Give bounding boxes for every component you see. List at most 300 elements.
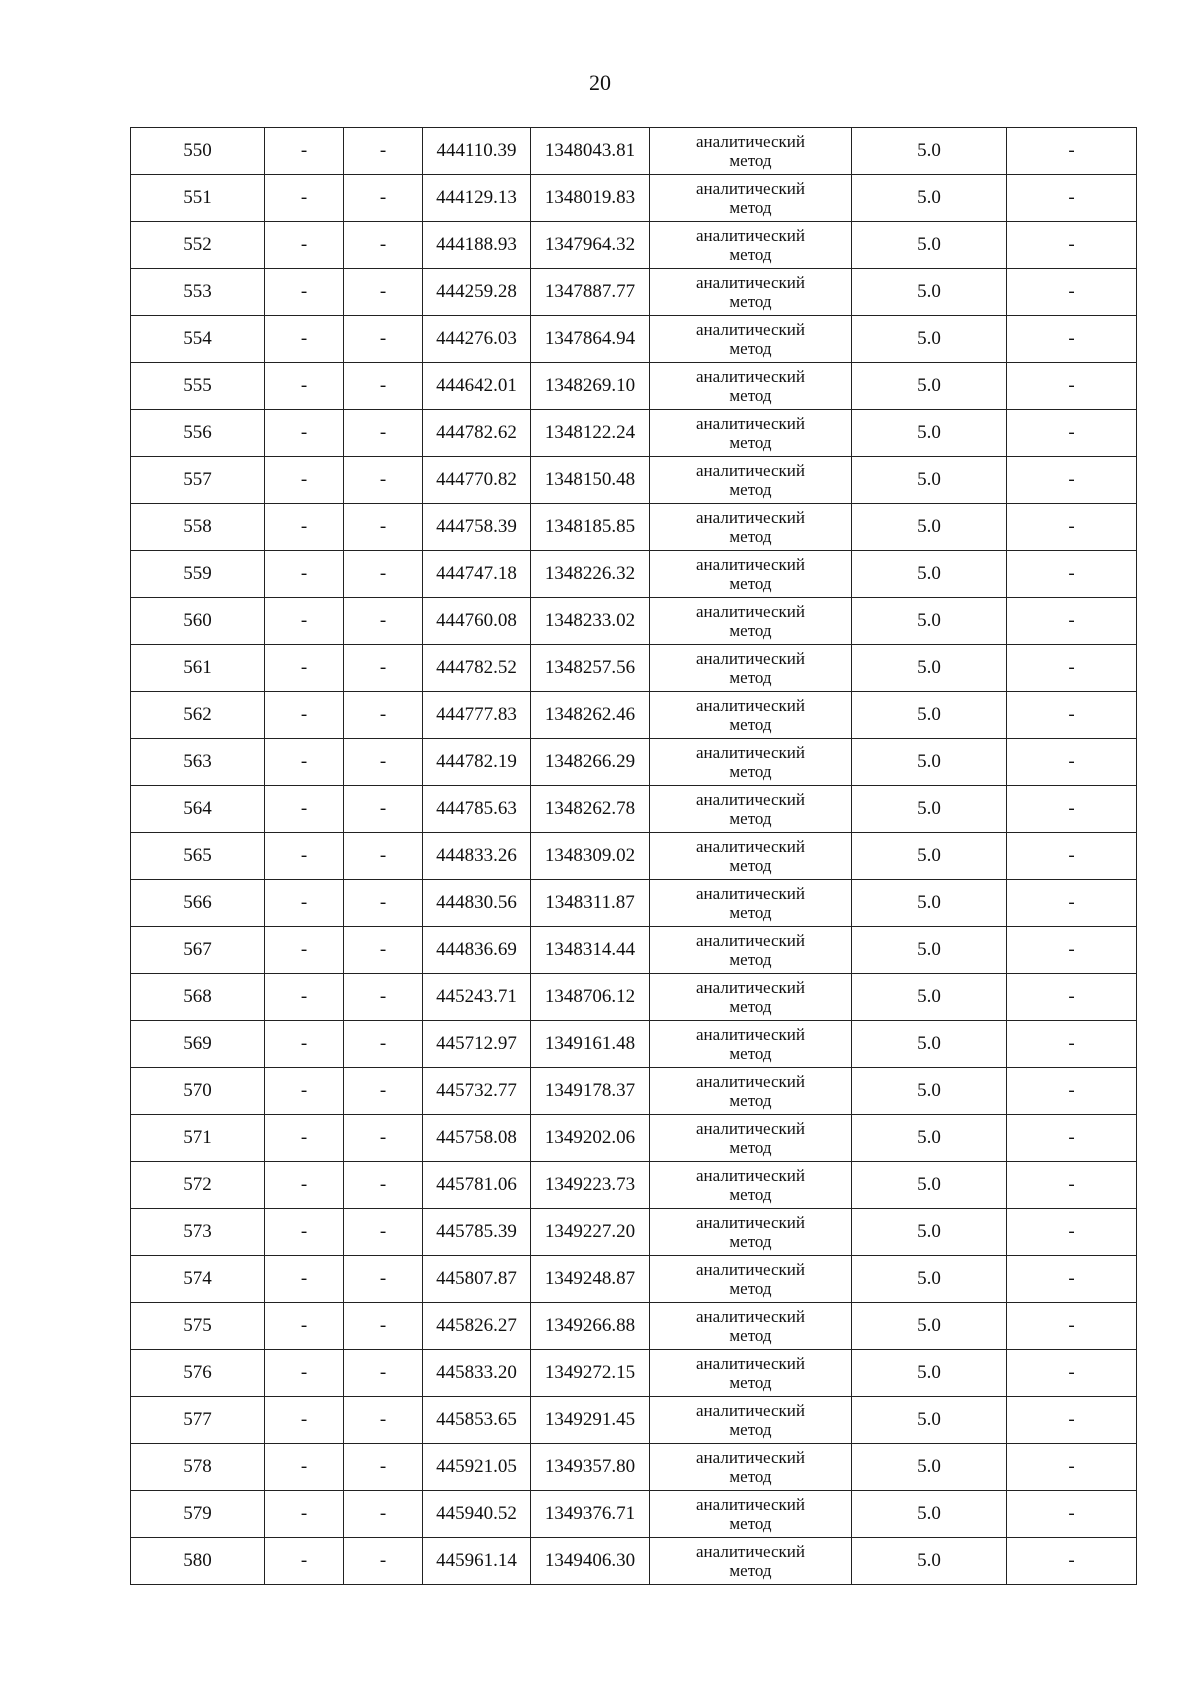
col-3-cell: - [344,1209,423,1256]
method-line-1: аналитический [696,931,805,950]
method-line-1: аналитический [696,226,805,245]
col-3-cell: - [344,974,423,1021]
col-3-cell: - [344,786,423,833]
y-coordinate-cell: 1348043.81 [531,128,650,175]
y-coordinate-cell: 1347887.77 [531,269,650,316]
x-coordinate-cell: 444747.18 [423,551,531,598]
col-3-cell: - [344,598,423,645]
col-3-cell: - [344,927,423,974]
value-cell: 5.0 [852,504,1007,551]
col-3-cell: - [344,1397,423,1444]
point-number-cell: 562 [131,692,265,739]
y-coordinate-cell: 1348269.10 [531,363,650,410]
value-cell: 5.0 [852,739,1007,786]
col-2-cell: - [265,1491,344,1538]
x-coordinate-cell: 445921.05 [423,1444,531,1491]
method-line-1: аналитический [696,743,805,762]
x-coordinate-cell: 444276.03 [423,316,531,363]
table-row [131,1162,1137,1209]
y-coordinate-cell: 1348262.78 [531,786,650,833]
col-8-cell: - [1007,692,1137,739]
method-line-1: аналитический [696,1213,805,1232]
col-3-cell: - [344,457,423,504]
point-number-cell: 574 [131,1256,265,1303]
table-row [131,504,1137,551]
y-coordinate-cell: 1349357.80 [531,1444,650,1491]
col-3-cell: - [344,1162,423,1209]
method-cell [650,1115,852,1162]
table-row [131,316,1137,363]
x-coordinate-cell: 445940.52 [423,1491,531,1538]
table-row [131,974,1137,1021]
x-coordinate-cell: 445243.71 [423,974,531,1021]
x-coordinate-cell: 445781.06 [423,1162,531,1209]
col-3-cell: - [344,1350,423,1397]
col-2-cell: - [265,1397,344,1444]
table-row [131,739,1137,786]
table-row [131,1444,1137,1491]
col-8-cell: - [1007,1209,1137,1256]
table-row [131,551,1137,598]
method-cell [650,269,852,316]
y-coordinate-cell: 1348019.83 [531,175,650,222]
method-line-1: аналитический [696,1495,805,1514]
method-cell [650,175,852,222]
method-cell [650,1209,852,1256]
col-2-cell: - [265,739,344,786]
col-3-cell: - [344,692,423,739]
col-2-cell: - [265,1021,344,1068]
col-8-cell: - [1007,175,1137,222]
col-8-cell: - [1007,739,1137,786]
method-line-2: метод [729,997,772,1016]
x-coordinate-cell: 445732.77 [423,1068,531,1115]
method-line-2: метод [729,762,772,781]
coordinates-table [130,127,1137,1585]
method-line-1: аналитический [696,884,805,903]
col-3-cell: - [344,551,423,598]
x-coordinate-cell: 445833.20 [423,1350,531,1397]
col-8-cell: - [1007,1397,1137,1444]
col-8-cell: - [1007,786,1137,833]
value-cell: 5.0 [852,1397,1007,1444]
x-coordinate-cell: 444758.39 [423,504,531,551]
value-cell: 5.0 [852,1115,1007,1162]
value-cell: 5.0 [852,1444,1007,1491]
method-line-1: аналитический [696,978,805,997]
table-row [131,1021,1137,1068]
x-coordinate-cell: 444830.56 [423,880,531,927]
value-cell: 5.0 [852,457,1007,504]
point-number-cell: 580 [131,1538,265,1585]
method-cell [650,504,852,551]
col-8-cell: - [1007,645,1137,692]
col-8-cell: - [1007,1538,1137,1585]
x-coordinate-cell: 444110.39 [423,128,531,175]
col-2-cell: - [265,316,344,363]
method-line-2: метод [729,668,772,687]
value-cell: 5.0 [852,316,1007,363]
method-line-1: аналитический [696,649,805,668]
method-line-2: метод [729,715,772,734]
table-row [131,786,1137,833]
table-row [131,927,1137,974]
method-line-2: метод [729,1561,772,1580]
table-row [131,1068,1137,1115]
x-coordinate-cell: 444770.82 [423,457,531,504]
method-line-2: метод [729,480,772,499]
method-line-2: метод [729,809,772,828]
x-coordinate-cell: 444782.52 [423,645,531,692]
table-row [131,645,1137,692]
method-line-2: метод [729,527,772,546]
col-3-cell: - [344,363,423,410]
method-cell [650,1444,852,1491]
point-number-cell: 573 [131,1209,265,1256]
col-3-cell: - [344,222,423,269]
col-8-cell: - [1007,1021,1137,1068]
method-line-2: метод [729,621,772,640]
method-line-1: аналитический [696,132,805,151]
method-cell [650,1162,852,1209]
table-row [131,833,1137,880]
point-number-cell: 571 [131,1115,265,1162]
col-8-cell: - [1007,128,1137,175]
y-coordinate-cell: 1348706.12 [531,974,650,1021]
point-number-cell: 576 [131,1350,265,1397]
value-cell: 5.0 [852,222,1007,269]
point-number-cell: 555 [131,363,265,410]
col-2-cell: - [265,363,344,410]
method-cell [650,1491,852,1538]
y-coordinate-cell: 1348185.85 [531,504,650,551]
col-3-cell: - [344,410,423,457]
method-line-2: метод [729,1467,772,1486]
col-8-cell: - [1007,1256,1137,1303]
method-line-1: аналитический [696,555,805,574]
point-number-cell: 577 [131,1397,265,1444]
y-coordinate-cell: 1349266.88 [531,1303,650,1350]
value-cell: 5.0 [852,551,1007,598]
point-number-cell: 567 [131,927,265,974]
col-2-cell: - [265,1444,344,1491]
col-2-cell: - [265,1538,344,1585]
col-8-cell: - [1007,1303,1137,1350]
y-coordinate-cell: 1348311.87 [531,880,650,927]
col-8-cell: - [1007,269,1137,316]
point-number-cell: 572 [131,1162,265,1209]
x-coordinate-cell: 444188.93 [423,222,531,269]
method-line-2: метод [729,1138,772,1157]
value-cell: 5.0 [852,598,1007,645]
method-line-2: метод [729,856,772,875]
col-8-cell: - [1007,222,1137,269]
table-row [131,222,1137,269]
method-line-1: аналитический [696,1401,805,1420]
col-2-cell: - [265,128,344,175]
x-coordinate-cell: 445853.65 [423,1397,531,1444]
table-row [131,1303,1137,1350]
point-number-cell: 570 [131,1068,265,1115]
col-2-cell: - [265,222,344,269]
y-coordinate-cell: 1349223.73 [531,1162,650,1209]
y-coordinate-cell: 1348150.48 [531,457,650,504]
method-line-2: метод [729,1185,772,1204]
method-cell [650,1021,852,1068]
y-coordinate-cell: 1348257.56 [531,645,650,692]
col-2-cell: - [265,786,344,833]
method-cell [650,739,852,786]
col-3-cell: - [344,128,423,175]
value-cell: 5.0 [852,1538,1007,1585]
value-cell: 5.0 [852,1068,1007,1115]
value-cell: 5.0 [852,786,1007,833]
table-row [131,1538,1137,1585]
point-number-cell: 553 [131,269,265,316]
point-number-cell: 554 [131,316,265,363]
method-cell [650,363,852,410]
method-line-1: аналитический [696,1542,805,1561]
x-coordinate-cell: 444785.63 [423,786,531,833]
x-coordinate-cell: 444833.26 [423,833,531,880]
col-3-cell: - [344,504,423,551]
y-coordinate-cell: 1349406.30 [531,1538,650,1585]
point-number-cell: 564 [131,786,265,833]
method-cell [650,645,852,692]
method-cell [650,1068,852,1115]
point-number-cell: 566 [131,880,265,927]
method-line-2: метод [729,292,772,311]
value-cell: 5.0 [852,1162,1007,1209]
method-cell [650,316,852,363]
method-line-2: метод [729,950,772,969]
col-8-cell: - [1007,363,1137,410]
x-coordinate-cell: 444259.28 [423,269,531,316]
table-row [131,363,1137,410]
table-row [131,128,1137,175]
col-2-cell: - [265,551,344,598]
method-cell [650,786,852,833]
value-cell: 5.0 [852,410,1007,457]
col-2-cell: - [265,974,344,1021]
value-cell: 5.0 [852,927,1007,974]
x-coordinate-cell: 444782.19 [423,739,531,786]
y-coordinate-cell: 1349178.37 [531,1068,650,1115]
col-8-cell: - [1007,457,1137,504]
col-3-cell: - [344,833,423,880]
y-coordinate-cell: 1348233.02 [531,598,650,645]
col-2-cell: - [265,833,344,880]
point-number-cell: 559 [131,551,265,598]
col-2-cell: - [265,504,344,551]
col-3-cell: - [344,1068,423,1115]
method-line-2: метод [729,1091,772,1110]
col-8-cell: - [1007,551,1137,598]
method-line-2: метод [729,1044,772,1063]
method-line-1: аналитический [696,461,805,480]
col-2-cell: - [265,269,344,316]
col-3-cell: - [344,645,423,692]
method-line-2: метод [729,1373,772,1392]
method-line-2: метод [729,198,772,217]
value-cell: 5.0 [852,1021,1007,1068]
method-cell [650,692,852,739]
method-line-1: аналитический [696,1354,805,1373]
col-8-cell: - [1007,1491,1137,1538]
col-2-cell: - [265,1068,344,1115]
method-line-2: метод [729,1279,772,1298]
x-coordinate-cell: 444642.01 [423,363,531,410]
value-cell: 5.0 [852,128,1007,175]
point-number-cell: 569 [131,1021,265,1068]
y-coordinate-cell: 1348262.46 [531,692,650,739]
y-coordinate-cell: 1348309.02 [531,833,650,880]
col-8-cell: - [1007,880,1137,927]
y-coordinate-cell: 1348122.24 [531,410,650,457]
col-3-cell: - [344,175,423,222]
y-coordinate-cell: 1348266.29 [531,739,650,786]
value-cell: 5.0 [852,1256,1007,1303]
page-number: 20 [589,70,611,95]
point-number-cell: 579 [131,1491,265,1538]
method-line-2: метод [729,903,772,922]
method-line-1: аналитический [696,837,805,856]
col-3-cell: - [344,1538,423,1585]
method-line-1: аналитический [696,1166,805,1185]
col-2-cell: - [265,175,344,222]
col-8-cell: - [1007,410,1137,457]
table-row [131,1350,1137,1397]
col-2-cell: - [265,927,344,974]
table-row [131,1256,1137,1303]
y-coordinate-cell: 1347964.32 [531,222,650,269]
col-3-cell: - [344,1021,423,1068]
method-cell [650,457,852,504]
point-number-cell: 558 [131,504,265,551]
method-line-1: аналитический [696,1448,805,1467]
col-3-cell: - [344,1491,423,1538]
value-cell: 5.0 [852,1491,1007,1538]
x-coordinate-cell: 444129.13 [423,175,531,222]
col-8-cell: - [1007,1350,1137,1397]
method-line-1: аналитический [696,320,805,339]
col-2-cell: - [265,1162,344,1209]
col-3-cell: - [344,880,423,927]
col-8-cell: - [1007,1444,1137,1491]
method-line-1: аналитический [696,602,805,621]
col-8-cell: - [1007,1162,1137,1209]
col-8-cell: - [1007,974,1137,1021]
method-line-2: метод [729,574,772,593]
point-number-cell: 551 [131,175,265,222]
method-line-2: метод [729,433,772,452]
col-2-cell: - [265,692,344,739]
col-8-cell: - [1007,316,1137,363]
y-coordinate-cell: 1349227.20 [531,1209,650,1256]
point-number-cell: 568 [131,974,265,1021]
value-cell: 5.0 [852,692,1007,739]
point-number-cell: 561 [131,645,265,692]
col-2-cell: - [265,410,344,457]
table-row [131,457,1137,504]
point-number-cell: 560 [131,598,265,645]
table-row [131,269,1137,316]
method-line-2: метод [729,1232,772,1251]
col-8-cell: - [1007,1115,1137,1162]
table-row [131,692,1137,739]
method-cell [650,880,852,927]
table-row [131,175,1137,222]
x-coordinate-cell: 445961.14 [423,1538,531,1585]
col-2-cell: - [265,880,344,927]
table-row [131,410,1137,457]
x-coordinate-cell: 445807.87 [423,1256,531,1303]
x-coordinate-cell: 444836.69 [423,927,531,974]
y-coordinate-cell: 1348314.44 [531,927,650,974]
value-cell: 5.0 [852,363,1007,410]
y-coordinate-cell: 1349248.87 [531,1256,650,1303]
y-coordinate-cell: 1349291.45 [531,1397,650,1444]
method-line-1: аналитический [696,508,805,527]
method-line-1: аналитический [696,790,805,809]
method-line-2: метод [729,1326,772,1345]
col-3-cell: - [344,1256,423,1303]
method-cell [650,1397,852,1444]
method-cell [650,222,852,269]
method-line-2: метод [729,1420,772,1439]
method-line-1: аналитический [696,273,805,292]
method-line-2: метод [729,245,772,264]
point-number-cell: 575 [131,1303,265,1350]
y-coordinate-cell: 1348226.32 [531,551,650,598]
method-cell [650,551,852,598]
col-3-cell: - [344,316,423,363]
col-8-cell: - [1007,598,1137,645]
table-row [131,1115,1137,1162]
method-line-2: метод [729,1514,772,1533]
col-2-cell: - [265,1350,344,1397]
col-3-cell: - [344,1115,423,1162]
table-row [131,1397,1137,1444]
method-line-1: аналитический [696,367,805,386]
method-line-1: аналитический [696,1072,805,1091]
col-2-cell: - [265,1256,344,1303]
method-cell [650,1303,852,1350]
value-cell: 5.0 [852,880,1007,927]
point-number-cell: 557 [131,457,265,504]
y-coordinate-cell: 1349202.06 [531,1115,650,1162]
x-coordinate-cell: 445758.08 [423,1115,531,1162]
col-2-cell: - [265,457,344,504]
method-line-1: аналитический [696,696,805,715]
method-line-1: аналитический [696,1119,805,1138]
method-cell [650,1256,852,1303]
y-coordinate-cell: 1349272.15 [531,1350,650,1397]
table-row [131,1209,1137,1256]
col-2-cell: - [265,1115,344,1162]
point-number-cell: 556 [131,410,265,457]
value-cell: 5.0 [852,1303,1007,1350]
method-line-1: аналитический [696,1260,805,1279]
point-number-cell: 550 [131,128,265,175]
y-coordinate-cell: 1349161.48 [531,1021,650,1068]
point-number-cell: 578 [131,1444,265,1491]
method-cell [650,833,852,880]
method-cell [650,598,852,645]
value-cell: 5.0 [852,645,1007,692]
x-coordinate-cell: 445785.39 [423,1209,531,1256]
method-line-2: метод [729,151,772,170]
